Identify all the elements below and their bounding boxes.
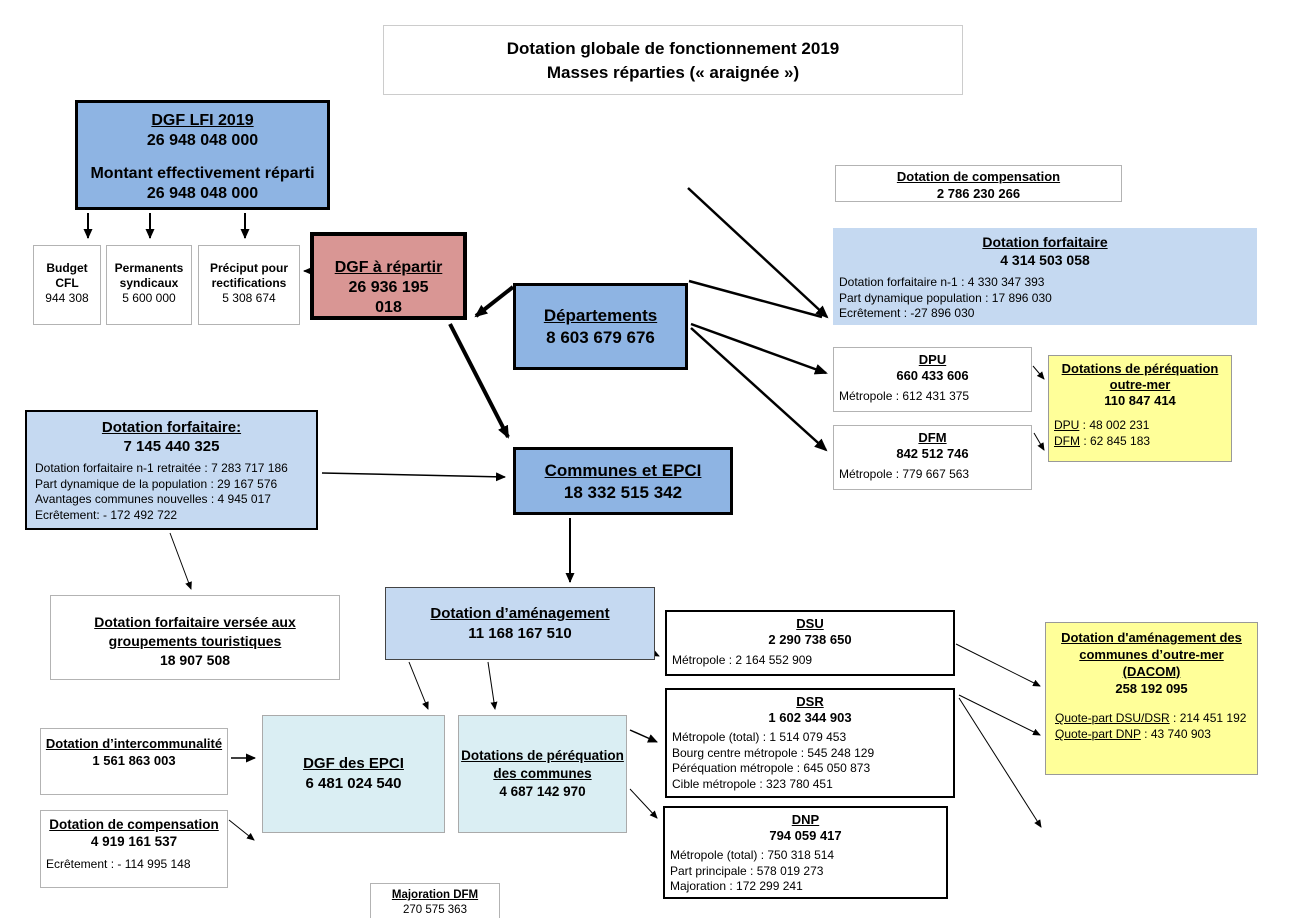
box-dacom-title: Dotation d'aménagement des communes d’outre-mer (DACOM) [1061,630,1242,679]
box-dsu-title: DSU [796,616,824,631]
box-dsu-value: 2 290 738 650 [768,632,852,647]
box-dsr-value: 1 602 344 903 [768,710,852,725]
box-dnp-value: 794 059 417 [769,828,842,843]
detail-line: Ecrêtement : - 114 995 148 [46,857,191,871]
box-compdept-title: Dotation de compensation [896,169,1061,184]
detail-line: Métropole (total) : 750 318 514 [670,848,835,862]
box-groupements-touristiques [50,595,340,680]
arrow-amenagement-to-dgf-epci [409,662,428,709]
detail-line: DFM : 62 845 183 [1054,433,1151,448]
arrow-to-forfaitaire-departements-upper [688,188,827,317]
detail-line: Quote-part DNP : 43 740 903 [1055,727,1211,741]
box-perequation-communes [458,715,627,833]
box-budget-cfl-title: Budget CFL [46,261,88,290]
box-dgf-epci [262,715,445,833]
box-dnp [663,806,948,899]
box-dgf-lfi [75,100,330,210]
box-amen-title: Dotation d’aménagement [430,605,610,622]
box-inter-title: Dotation d’intercommunalité [45,736,223,751]
arrow-departements-to-forfaitaire [689,281,822,317]
detail-line: Métropole : 2 164 552 909 [672,653,813,667]
box-permanents-value: 5 600 000 [122,291,176,305]
box-departements [513,283,688,370]
box-dotation-amenagement [385,587,655,660]
box-compepci-value: 4 919 161 537 [90,834,178,849]
box-dgf-lfi-subvalue: 26 948 048 000 [146,185,259,202]
arrow-departements-to-dpu [691,324,826,373]
detail-line: Bourg centre métropole : 545 248 129 [672,745,875,760]
box-dotation-forfaitaire-departements [833,228,1257,325]
box-outremer-title: Dotations de péréquation outre-mer [1061,361,1219,392]
box-outremer-value: 110 847 414 [1104,393,1176,408]
box-forfcom-value: 7 145 440 325 [123,438,220,455]
box-dsr-title: DSR [796,694,824,709]
box-majdfm-value: 270 575 363 [403,904,467,916]
box-dsr [665,688,955,798]
box-permanents-syndicaux [106,245,192,325]
detail-line: Quote-part DSU/DSR : 214 451 192 [1055,711,1247,725]
box-amen-value: 11 168 167 510 [468,625,572,642]
box-dotation-compensation-epci [40,810,228,888]
detail-line: Métropole : 612 431 375 [839,389,970,403]
box-preciput-value: 5 308 674 [222,291,276,305]
box-pereq-title: Dotations de péréquation des communes [461,748,624,781]
box-communes-value: 18 332 515 342 [563,483,683,502]
box-dfm-title: DFM [918,430,947,445]
detail-line: Dotation forfaitaire n-1 : 4 330 347 393 [839,275,1045,289]
detail-line: Part dynamique de la population : 29 167 576 [35,476,278,491]
box-dgf-lfi-title: DGF LFI 2019 [151,112,254,129]
arrow-departements-to-repartir [476,287,513,316]
box-forfdept-title: Dotation forfaitaire [982,234,1108,250]
box-forfdept-value: 4 314 503 058 [1000,252,1090,268]
box-dpu [833,347,1032,412]
box-group-title: Dotation forfaitaire versée aux groupements touristiques [94,614,296,649]
box-dgfepci-value: 6 481 024 540 [305,775,402,792]
box-repartir-title: DGF à répartir [334,259,443,276]
arrow-forfaitaire-to-communes [322,473,505,477]
box-departements-title: Départements [543,306,658,325]
arrow-dsr-to-lower-right [959,698,1041,827]
box-dnp-title: DNP [791,812,820,827]
box-dgf-lfi-value: 26 948 048 000 [146,132,259,149]
box-preciput-title: Préciput pour rectifications [209,261,288,290]
box-repartir-value: 26 936 195 018 [348,279,429,316]
detail-line: Part dynamique population : 17 896 030 [839,290,1052,305]
box-intercommunalite [40,728,228,795]
detail-line: Ecrêtement : -27 896 030 [839,306,975,320]
box-dfm-value: 842 512 746 [896,446,969,461]
box-communes-epci [513,447,733,515]
detail-line: Métropole : 779 667 563 [839,467,970,481]
page-title [383,25,963,95]
box-perequation-outre-mer [1048,355,1232,462]
box-permanents-title: Permanents syndicaux [114,261,184,290]
arrow-forfaitaire-to-groupements [170,533,191,589]
arrow-dfm-to-outremer [1034,433,1044,450]
box-dpu-title: DPU [918,352,947,367]
box-dgf-lfi-subtitle: Montant effectivement réparti [90,165,315,182]
box-inter-value: 1 561 863 003 [92,753,176,768]
arrow-repartir-to-communes [450,324,508,437]
arrow-dsr-to-dacom [959,695,1040,735]
box-budget-cfl-value: 944 308 [45,291,89,305]
box-majdfm-title: Majoration DFM [391,889,479,901]
page-title-line2: Masses réparties (« araignée ») [546,63,800,82]
box-preciput [198,245,300,325]
box-dgf-a-repartir [310,232,467,320]
detail-line: Ecrêtement: - 172 492 722 [35,507,178,522]
arrow-to-dsr [630,730,657,742]
box-majoration-dfm [370,883,500,918]
detail-line: Dotation forfaitaire n-1 retraitée : 7 283 717 186 [35,461,288,475]
box-departements-value: 8 603 679 676 [546,328,655,347]
box-dpu-value: 660 433 606 [896,368,969,383]
arrow-dpu-to-outremer [1033,366,1044,379]
box-dotation-forfaitaire-communes [25,410,318,530]
box-dacom-value: 258 192 095 [1115,681,1188,696]
box-communes-title: Communes et EPCI [544,461,702,480]
arrow-amenagement-to-perequation [488,662,495,709]
box-pereq-value: 4 687 142 970 [499,784,586,799]
box-compdept-value: 2 786 230 266 [936,186,1021,201]
arrow-to-dnp [630,789,657,818]
detail-line: Cible métropole : 323 780 451 [672,776,833,791]
detail-line: Majoration : 172 299 241 [670,879,803,893]
box-dotation-compensation-departements [835,165,1122,202]
arrow-compensation-to-dgf-epci [229,820,254,840]
box-compepci-title: Dotation de compensation [49,817,219,832]
box-group-value: 18 907 508 [159,652,231,668]
detail-line: Métropole (total) : 1 514 079 453 [672,730,847,744]
detail-line: DPU : 48 002 231 [1054,418,1150,432]
arrow-dsu-to-dacom [956,644,1040,686]
detail-line: Péréquation métropole : 645 050 873 [672,761,871,775]
box-forfcom-title: Dotation forfaitaire: [101,419,242,436]
box-budget-cfl [33,245,101,325]
box-dsu [665,610,955,676]
box-dgfepci-title: DGF des EPCI [303,755,404,772]
box-dfm [833,425,1032,490]
detail-line: Part principale : 578 019 273 [670,863,824,878]
box-dacom [1045,622,1258,775]
detail-line: Avantages communes nouvelles : 4 945 017 [35,492,271,506]
page-title-line1: Dotation globale de fonctionnement 2019 [506,39,840,58]
arrow-departements-to-dfm [691,328,826,450]
